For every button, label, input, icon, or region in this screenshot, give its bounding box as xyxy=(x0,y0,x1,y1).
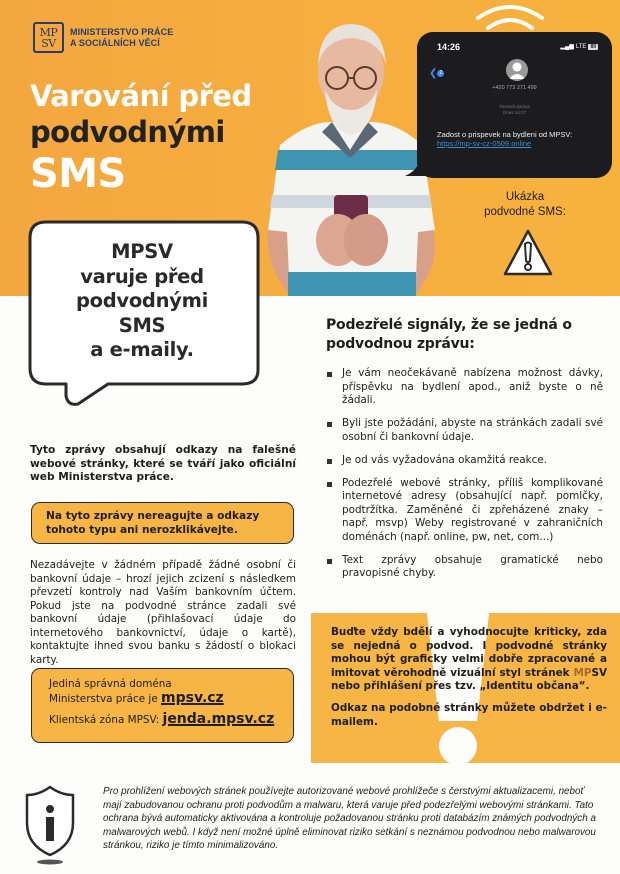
phone-network: LTE xyxy=(575,43,587,50)
warning-triangle-icon xyxy=(502,228,554,278)
client-zone-link[interactable]: jenda.mpsv.cz xyxy=(162,711,275,727)
shield-info-icon xyxy=(23,783,77,865)
signal-bars-icon: ▂▄▆ xyxy=(560,44,574,50)
sms-message xyxy=(437,130,577,148)
vigilant-p1-mp: MP xyxy=(573,666,592,679)
sample-label-line2: podvodné SMS: xyxy=(484,206,566,218)
browser-safety-note: Pro prohlížení webových stránek používejte autorizované webové prohlížeče s čerstvými aktualizacemi, neboť mají zabudovanou ochranu proti podvodům a malwaru, která varuje před podezřelými webovými stránkami. Tato ochrana bývá automaticky aktivována a kontroluje požadovanou stránku proti databázím známých podvodných a malwarových webů. I když není možné úplně eliminovat riziko setkání s neznámou podvodnou nebo malwarovou stránkou, riziko je tímto minimalizováno. xyxy=(103,786,596,851)
signal-item xyxy=(325,454,603,468)
signal-item xyxy=(325,477,603,545)
chevron-left-icon: ❮ xyxy=(429,68,438,79)
bubble-headline xyxy=(42,240,242,363)
unread-badge: 2 xyxy=(437,70,444,77)
vigilant-paragraph-1 xyxy=(331,626,607,694)
signal-text: Je od vás vyžadována okamžitá reakce. xyxy=(342,453,548,466)
intro-paragraph: Tyto zprávy obsahují odkazy na falešné webové stránky, které se tváří jako oficiální web Ministerstva práce. xyxy=(30,444,296,483)
bubble-line3: podvodnými xyxy=(76,289,208,312)
logo-line1: MINISTERSTVO PRÁCE xyxy=(70,26,174,37)
official-domain-callout xyxy=(31,668,294,743)
vigilant-paragraph-2: Odkaz na podobné stránky můžete obdržet i e-mailem. xyxy=(331,701,607,728)
domain-label-line1: Jediná správná doména xyxy=(49,678,172,690)
bullet-icon xyxy=(327,459,332,464)
vigilant-p1-part2: SV nebo přihlášení přes tzv. „Identitu občana“. xyxy=(331,666,607,693)
logo-mark xyxy=(33,22,64,53)
sender-number: +420 773 271 499 xyxy=(492,85,537,91)
title-line1: Varování před xyxy=(30,79,252,113)
domain-label-line2: Ministerstva práce je xyxy=(49,693,162,705)
message-meta xyxy=(417,104,612,116)
message-type: Textová zpráva xyxy=(499,104,530,109)
contact-avatar-icon xyxy=(506,59,528,81)
signals-heading: Podezřelé signály, že se jedná o podvodnou zprávu: xyxy=(326,317,572,352)
sms-fraud-link: https://mp-sv-cz-0509.online xyxy=(437,139,532,148)
title-line2: podvodnými xyxy=(30,115,225,149)
phone-time: 14:26 xyxy=(437,42,461,52)
message-date: Dnes 14:27 xyxy=(502,110,527,115)
signal-item xyxy=(325,554,603,581)
bubble-line2: varuje před xyxy=(80,264,204,288)
signal-text: Podezřelé webové stránky, příliš komplikované internetové adresy (obsahující např. pomlčky, podtržítka. Zaměněné či zpřeházené znaky – např. msvp) Weby registrované v zahraničních doménách (např. online, pw, net, com...) xyxy=(342,476,603,543)
signals-list xyxy=(325,367,603,590)
bullet-icon xyxy=(327,559,332,564)
bubble-line4: SMS xyxy=(118,313,166,337)
bank-warning-paragraph: Nezadávejte v žádném případě žádné osobní či bankovní údaje – hrozí jejich zcizení s následkem převzetí kontroly nad Vaším bankovním účtem. Pokud jste na podvodné stránce zadali své bankovní údaje (přihlašovací údaje do internetového bankovnictví, údaje o kartě), kontaktujte ihned svou banku s žádostí o blokaci karty. xyxy=(30,559,296,666)
be-vigilant-callout xyxy=(311,613,620,763)
bullet-icon xyxy=(327,422,332,427)
bullet-icon xyxy=(327,372,332,377)
title-line3: SMS xyxy=(30,151,126,197)
client-zone-label: Klientská zóna MPSV: xyxy=(49,714,163,726)
do-not-click-text: Na tyto zprávy nereagujte a odkazy tohoto typu ani nerozklikávejte. xyxy=(46,510,260,536)
bullet-icon xyxy=(327,482,332,487)
signal-item xyxy=(325,367,603,408)
mpsv-logo xyxy=(33,22,173,53)
logo-line2: A SOCIÁLNÍCH VĚCÍ xyxy=(70,37,160,48)
signal-text: Byli jste požádáni, abyste na stránkách zadali své osobní či bankovní údaje. xyxy=(342,417,603,443)
page-title xyxy=(30,78,252,198)
signal-text: Text zprávy obsahuje gramatické nebo pravopisné chyby. xyxy=(342,553,603,579)
sample-sms-label xyxy=(470,190,580,220)
logo-mark-top: MP xyxy=(39,25,58,39)
bubble-line1: MPSV xyxy=(111,240,173,263)
bubble-line5: a e-maily. xyxy=(90,338,194,361)
official-domain-link[interactable]: mpsv.cz xyxy=(161,690,224,706)
logo-mark-bottom: SV xyxy=(41,36,56,50)
vigilant-text xyxy=(331,626,607,729)
sms-message-text: Zadost o prispevek na bydleni od MPSV: xyxy=(437,130,573,139)
phone-back-button xyxy=(429,68,444,79)
sample-sms-screenshot xyxy=(417,32,612,178)
phone-battery: 89 xyxy=(590,43,596,50)
logo-text xyxy=(70,27,173,49)
do-not-click-callout xyxy=(31,502,294,544)
signal-item xyxy=(325,417,603,444)
sample-label-line1: Ukázka xyxy=(505,191,545,203)
phone-status-bar xyxy=(560,43,598,50)
vigilant-p1-part1: Buďte vždy bdělí a vyhodnocujte kriticky, zda se nejedná o podvod. I podvodné stránky mohou být graficky velmi dobře zpracované a imitovat věrohodně vizuální styl stránek xyxy=(331,626,607,679)
signal-text: Je vám neočekávaně nabízena možnost dávky, příspěvku na bydlení apod., aniž byste o ně žádali. xyxy=(342,367,603,406)
